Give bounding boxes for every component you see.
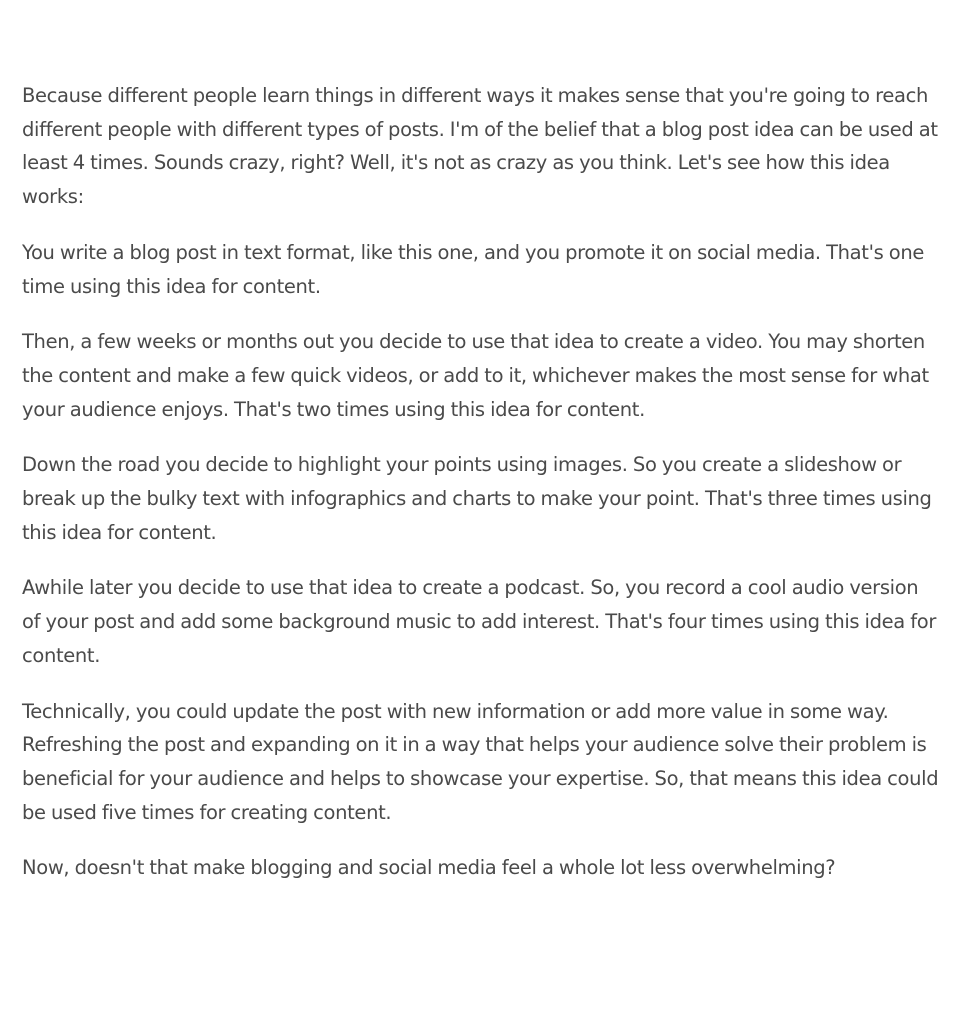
paragraph-blog-post: You write a blog post in text format, like this one, and you promote it on social media. That's one time using this idea for content. bbox=[22, 240, 924, 298]
paragraph-intro: Because different people learn things in different ways it makes sense that you're going to reach different people with different types of posts. I'm of the belief that a blog post idea can be used at least 4 times. Sounds crazy, right? Well, it's not as crazy as you think. Let's see how this idea works: bbox=[22, 84, 938, 209]
article-body bbox=[22, 79, 940, 907]
paragraph-update: Technically, you could update the post with new information or add more value in some way. Refreshing the post and expanding on it in a way that helps your audience solve their problem is beneficial for your audience and helps to showcase your expertise. So, that means this idea could be used five times for creating content. bbox=[22, 699, 939, 824]
paragraph-images: Down the road you decide to highlight your points using images. So you create a slideshow or break up the bulky text with infographics and charts to make your point. That's three times using this idea for content. bbox=[22, 453, 932, 544]
paragraph-conclusion: Now, doesn't that make blogging and social media feel a whole lot less overwhelming? bbox=[22, 856, 836, 880]
paragraph-video: Then, a few weeks or months out you decide to use that idea to create a video. You may shorten the content and make a few quick videos, or add to it, whichever makes the most sense for what your audience enjoys. That's two times using this idea for content. bbox=[22, 330, 929, 421]
paragraph-podcast: Awhile later you decide to use that idea to create a podcast. So, you record a cool audio version of your post and add some background music to add interest. That's four times using this idea for content. bbox=[22, 576, 937, 667]
